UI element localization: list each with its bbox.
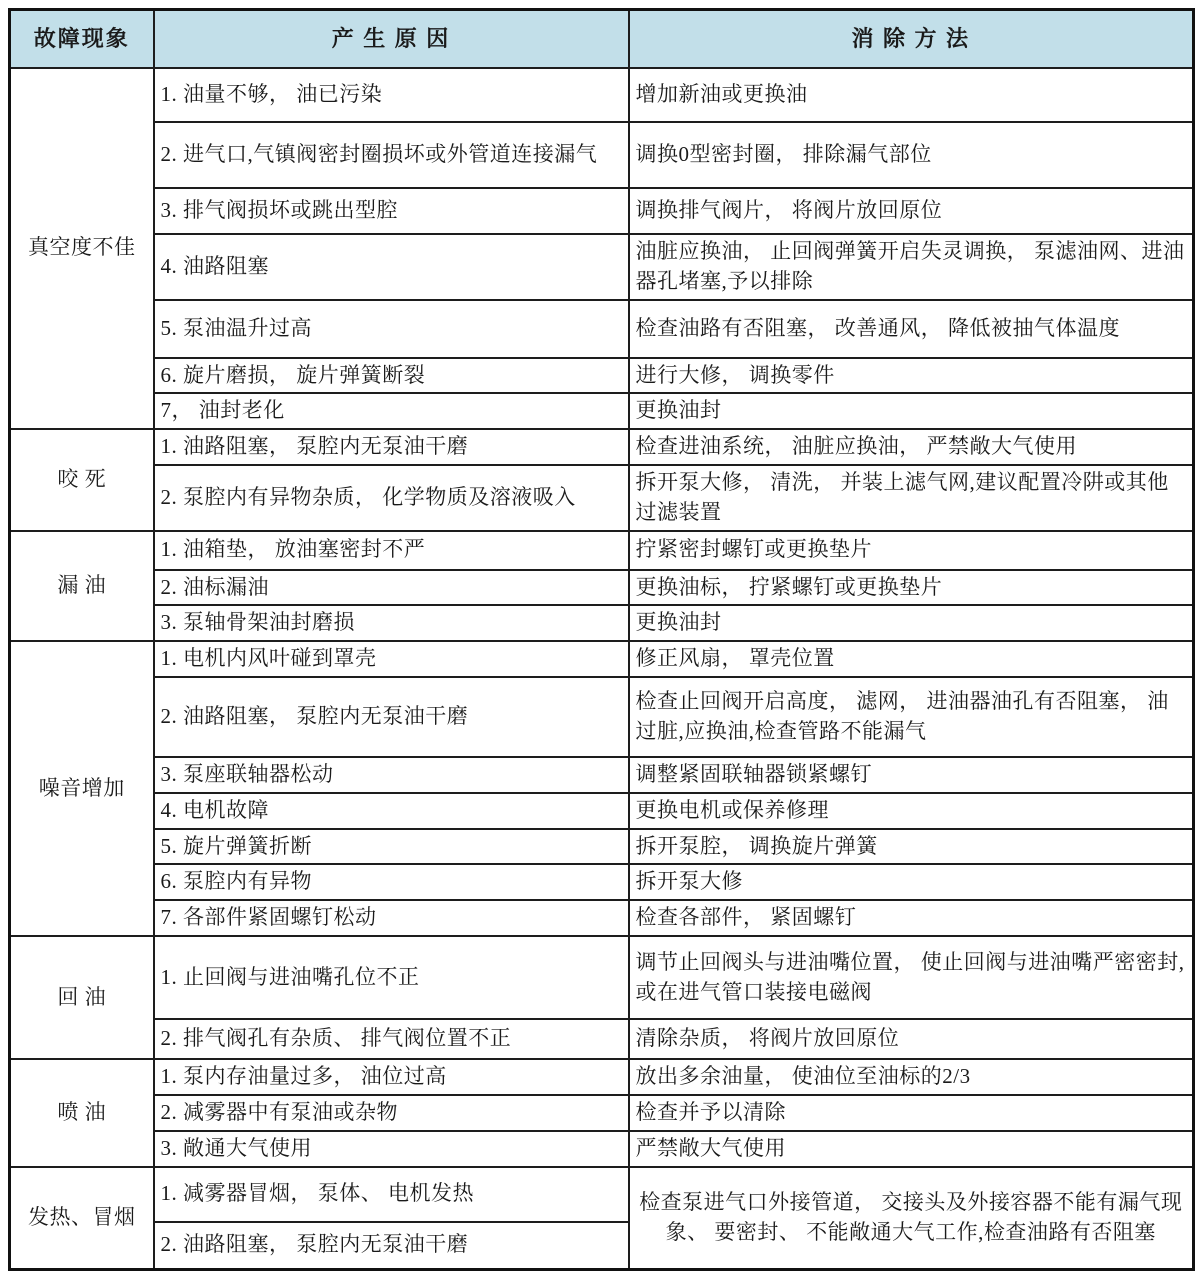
table-row (10, 300, 1194, 358)
cause-cell: 7， 油封老化 (154, 393, 629, 429)
cause-cell: 5. 泵油温升过高 (154, 300, 629, 358)
cause-cell: 2. 泵腔内有异物杂质， 化学物质及溶液吸入 (154, 465, 629, 531)
remedy-cell: 调整紧固联轴器锁紧螺钉 (629, 757, 1194, 793)
cause-cell: 2. 油路阻塞， 泵腔内无泵油干磨 (154, 677, 629, 757)
remedy-cell: 调换排气阀片， 将阀片放回原位 (629, 188, 1194, 234)
remedy-cell: 调换0型密封圈， 排除漏气部位 (629, 122, 1194, 188)
phenomenon-cell: 发热、冒烟 (10, 1167, 154, 1270)
table-row (10, 864, 1194, 900)
remedy-cell: 检查泵进气口外接管道， 交接头及外接容器不能有漏气现象、 要密封、 不能敞通大气工作,检查油路有否阻塞 (629, 1167, 1194, 1270)
cause-cell: 1. 泵内存油量过多， 油位过高 (154, 1059, 629, 1095)
cause-cell: 4. 电机故障 (154, 793, 629, 829)
remedy-cell: 增加新油或更换油 (629, 68, 1194, 122)
remedy-cell: 更换油封 (629, 605, 1194, 641)
phenomenon-cell: 噪音增加 (10, 641, 154, 936)
cause-cell: 6. 泵腔内有异物 (154, 864, 629, 900)
cause-cell: 1. 减雾器冒烟， 泵体、 电机发热 (154, 1167, 629, 1222)
header-cell-remedy: 消 除 方 法 (629, 10, 1194, 68)
table-row (10, 68, 1194, 122)
remedy-cell: 拧紧密封螺钉或更换垫片 (629, 531, 1194, 570)
phenomenon-cell: 回 油 (10, 936, 154, 1059)
table-row (10, 1167, 1194, 1222)
table-row (10, 1019, 1194, 1059)
remedy-cell: 调节止回阀头与进油嘴位置， 使止回阀与进油嘴严密密封,或在进气管口装接电磁阀 (629, 936, 1194, 1019)
remedy-cell: 更换油标， 拧紧螺钉或更换垫片 (629, 570, 1194, 606)
table-row (10, 188, 1194, 234)
remedy-cell: 清除杂质， 将阀片放回原位 (629, 1019, 1194, 1059)
remedy-cell: 拆开泵腔， 调换旋片弹簧 (629, 829, 1194, 865)
remedy-cell: 更换电机或保养修理 (629, 793, 1194, 829)
remedy-cell: 更换油封 (629, 393, 1194, 429)
table-row (10, 429, 1194, 465)
cause-cell: 3. 敞通大气使用 (154, 1131, 629, 1167)
cause-cell: 1. 油路阻塞， 泵腔内无泵油干磨 (154, 429, 629, 465)
table-row (10, 570, 1194, 606)
cause-cell: 4. 油路阻塞 (154, 234, 629, 300)
table-row (10, 829, 1194, 865)
table-row (10, 465, 1194, 531)
cause-cell: 3. 排气阀损坏或跳出型腔 (154, 188, 629, 234)
table-row (10, 757, 1194, 793)
table-row (10, 1095, 1194, 1131)
cause-cell: 6. 旋片磨损， 旋片弹簧断裂 (154, 358, 629, 394)
remedy-cell: 进行大修， 调换零件 (629, 358, 1194, 394)
cause-cell: 2. 排气阀孔有杂质、 排气阀位置不正 (154, 1019, 629, 1059)
remedy-cell: 检查止回阀开启高度， 滤网， 进油器油孔有否阻塞， 油过脏,应换油,检查管路不能漏气 (629, 677, 1194, 757)
remedy-cell: 检查进油系统， 油脏应换油， 严禁敞大气使用 (629, 429, 1194, 465)
cause-cell: 1. 油箱垫， 放油塞密封不严 (154, 531, 629, 570)
header-cell-cause: 产 生 原 因 (154, 10, 629, 68)
cause-cell: 1. 油量不够， 油已污染 (154, 68, 629, 122)
phenomenon-cell: 喷 油 (10, 1059, 154, 1166)
table-row (10, 793, 1194, 829)
table-row (10, 605, 1194, 641)
remedy-cell: 修正风扇， 罩壳位置 (629, 641, 1194, 677)
phenomenon-cell: 真空度不佳 (10, 68, 154, 430)
table-row (10, 900, 1194, 936)
remedy-cell: 放出多余油量， 使油位至油标的2/3 (629, 1059, 1194, 1095)
cause-cell: 2. 油路阻塞， 泵腔内无泵油干磨 (154, 1222, 629, 1270)
cause-cell: 5. 旋片弹簧折断 (154, 829, 629, 865)
remedy-cell: 检查并予以清除 (629, 1095, 1194, 1131)
troubleshooting-table (8, 8, 1195, 1271)
table-row (10, 936, 1194, 1019)
remedy-cell: 检查油路有否阻塞， 改善通风， 降低被抽气体温度 (629, 300, 1194, 358)
table-row (10, 641, 1194, 677)
cause-cell: 3. 泵座联轴器松动 (154, 757, 629, 793)
remedy-cell: 严禁敞大气使用 (629, 1131, 1194, 1167)
table-row (10, 234, 1194, 300)
table-row (10, 1131, 1194, 1167)
table-header-row (10, 10, 1194, 68)
cause-cell: 7. 各部件紧固螺钉松动 (154, 900, 629, 936)
cause-cell: 1. 止回阀与进油嘴孔位不正 (154, 936, 629, 1019)
remedy-cell: 拆开泵大修 (629, 864, 1194, 900)
table-row (10, 1059, 1194, 1095)
header-cell-phenomenon: 故障现象 (10, 10, 154, 68)
remedy-cell: 油脏应换油， 止回阀弹簧开启失灵调换， 泵滤油网、进油器孔堵塞,予以排除 (629, 234, 1194, 300)
table-row (10, 122, 1194, 188)
phenomenon-cell: 漏 油 (10, 531, 154, 642)
remedy-cell: 检查各部件， 紧固螺钉 (629, 900, 1194, 936)
remedy-cell: 拆开泵大修， 清洗， 并装上滤气网,建议配置冷阱或其他过滤装置 (629, 465, 1194, 531)
cause-cell: 2. 进气口,气镇阀密封圈损坏或外管道连接漏气 (154, 122, 629, 188)
table-row (10, 677, 1194, 757)
table-row (10, 358, 1194, 394)
cause-cell: 2. 油标漏油 (154, 570, 629, 606)
cause-cell: 1. 电机内风叶碰到罩壳 (154, 641, 629, 677)
table-row (10, 531, 1194, 570)
phenomenon-cell: 咬 死 (10, 429, 154, 530)
table-row (10, 393, 1194, 429)
cause-cell: 3. 泵轴骨架油封磨损 (154, 605, 629, 641)
cause-cell: 2. 减雾器中有泵油或杂物 (154, 1095, 629, 1131)
